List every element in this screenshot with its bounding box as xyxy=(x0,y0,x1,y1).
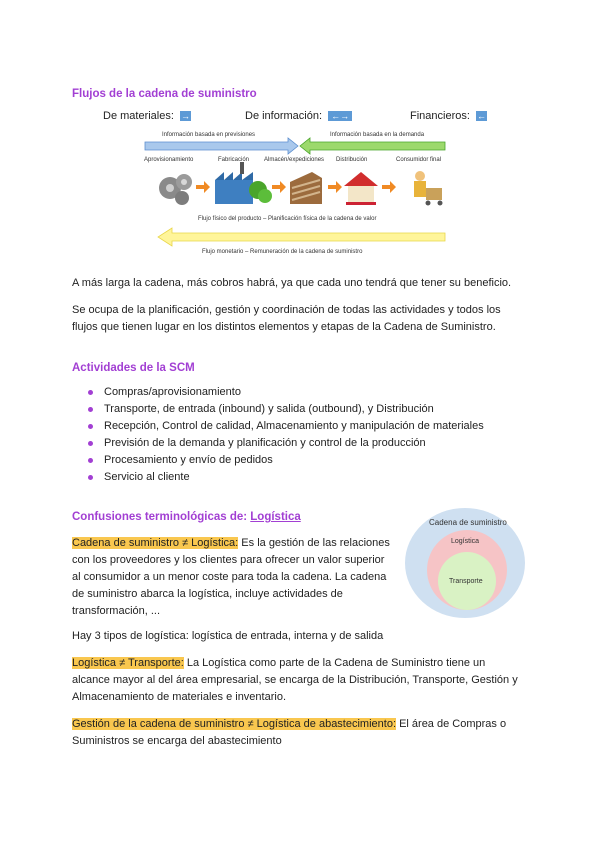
logistics-circle-label: Logística xyxy=(451,538,480,545)
activities-heading: Actividades de la SCM xyxy=(72,362,195,374)
information-label: De información: xyxy=(245,110,323,122)
stage-arrow-4 xyxy=(382,181,396,193)
c1-line-1: Es la gestión de las relaciones xyxy=(238,537,390,549)
stage-arrow-2 xyxy=(272,181,286,193)
money-flow-arrow xyxy=(158,228,445,246)
confusion-supply-chain xyxy=(72,535,402,620)
supply-chain-diagram xyxy=(140,128,455,258)
info-demand-arrow xyxy=(300,138,445,154)
paragraph-scm-definition xyxy=(72,302,501,336)
c1-line-2: con los proveedores y los clientes para ofrecer un valor superior xyxy=(72,554,385,566)
c1-line-3: al consumidor a un menor coste para toda la cadena. La cadena xyxy=(72,571,387,583)
consumer-cart-icon xyxy=(414,171,443,206)
highlight-transport-label: Logística ≠ Transporte: xyxy=(72,657,184,669)
confusion-transport xyxy=(72,655,518,706)
list-item: Previsión de la demanda y planificación y control de la producción xyxy=(88,435,484,452)
logistica-link[interactable]: Logística xyxy=(250,511,301,523)
highlight-supply-chain-label: Cadena de suministro ≠ Logística: xyxy=(72,537,239,549)
financial-label: Financieros: xyxy=(410,110,470,122)
stage-arrow-3 xyxy=(328,181,342,193)
list-item: Procesamiento y envío de pedidos xyxy=(88,452,484,469)
c2-line-3: Almacenamiento de materiales e inventario. xyxy=(72,691,287,703)
materials-label: De materiales: xyxy=(103,110,174,122)
financial-flow xyxy=(410,110,487,122)
factory-icon xyxy=(215,162,272,204)
nested-circles-diagram xyxy=(403,506,528,621)
store-icon xyxy=(344,172,378,205)
flow-types-row xyxy=(0,110,600,126)
list-item: Transporte, de entrada (inbound) y salida (outbound), y Distribución xyxy=(88,401,484,418)
c3-line-2: Suministros se encarga del abastecimiento xyxy=(72,735,282,747)
gears-icon xyxy=(159,174,192,205)
stage-label-5: Consumidor final xyxy=(396,157,442,163)
confusion-procurement xyxy=(72,716,506,750)
right-arrow-icon: → xyxy=(180,111,190,122)
c1-line-4: de suministro abarca la logística, incluye actividades de xyxy=(72,588,343,600)
supply-chain-figure xyxy=(140,128,455,258)
flows-heading: Flujos de la cadena de suministro xyxy=(72,88,257,100)
list-item: Compras/aprovisionamiento xyxy=(88,384,484,401)
warehouse-icon xyxy=(290,172,322,204)
confusions-title-prefix: Confusiones terminológicas de: xyxy=(72,511,251,523)
forecast-info-label: Información basada en previsiones xyxy=(162,132,256,138)
scm-def-line-2: flujos que tienen lugar en los distintos elementos y etapas de la Cadena de Suministro. xyxy=(72,321,496,333)
stage-arrow-1 xyxy=(196,181,210,193)
stage-label-3: Almacén/expediciones xyxy=(264,157,325,163)
left-right-arrow-icon: ←→ xyxy=(328,111,352,121)
demand-info-label: Información basada en la demanda xyxy=(330,132,425,138)
paragraph-chain-length: A más larga la cadena, más cobros habrá, ya que cada uno tendrá que tener su beneficio. xyxy=(72,277,512,289)
c3-line-1: El área de Compras o xyxy=(396,718,507,730)
stage-label-1: Aprovisionamiento xyxy=(144,157,194,163)
c2-line-1: La Logística como parte de la Cadena de Suministro tiene un xyxy=(183,657,486,669)
stage-label-4: Distribución xyxy=(336,157,368,163)
info-forecast-arrow xyxy=(145,138,298,154)
c2-line-2: alcance mayor al del área empresarial, se encarga de la Distribución, Transporte, Gestión y xyxy=(72,674,518,686)
c1-line-5: transformación, ... xyxy=(72,605,161,617)
logistics-types: Hay 3 tipos de logística: logística de entrada, interna y de salida xyxy=(72,630,384,642)
list-item: Servicio al cliente xyxy=(88,469,484,486)
list-item: Recepción, Control de calidad, Almacenamiento y manipulación de materiales xyxy=(88,418,484,435)
confusions-heading xyxy=(72,511,301,523)
highlight-procurement-label: Gestión de la cadena de suministro ≠ Logística de abastecimiento: xyxy=(72,718,397,730)
supply-chain-circle-label: Cadena de suministro xyxy=(429,518,507,527)
materials-flow xyxy=(103,110,191,122)
stage-label-2: Fabricación xyxy=(218,157,250,163)
transport-circle-label: Transporte xyxy=(449,578,483,585)
scm-def-line-1: Se ocupa de la planificación, gestión y coordinación de todas las actividades y todos los xyxy=(72,304,501,316)
information-flow xyxy=(245,110,352,122)
physical-flow-label: Flujo físico del producto – Planificación física de la cadena de valor xyxy=(198,216,377,222)
activities-list xyxy=(88,384,484,486)
left-arrow-icon: ← xyxy=(476,111,486,122)
money-flow-label: Flujo monetario – Remuneración de la cadena de suministro xyxy=(202,249,363,255)
